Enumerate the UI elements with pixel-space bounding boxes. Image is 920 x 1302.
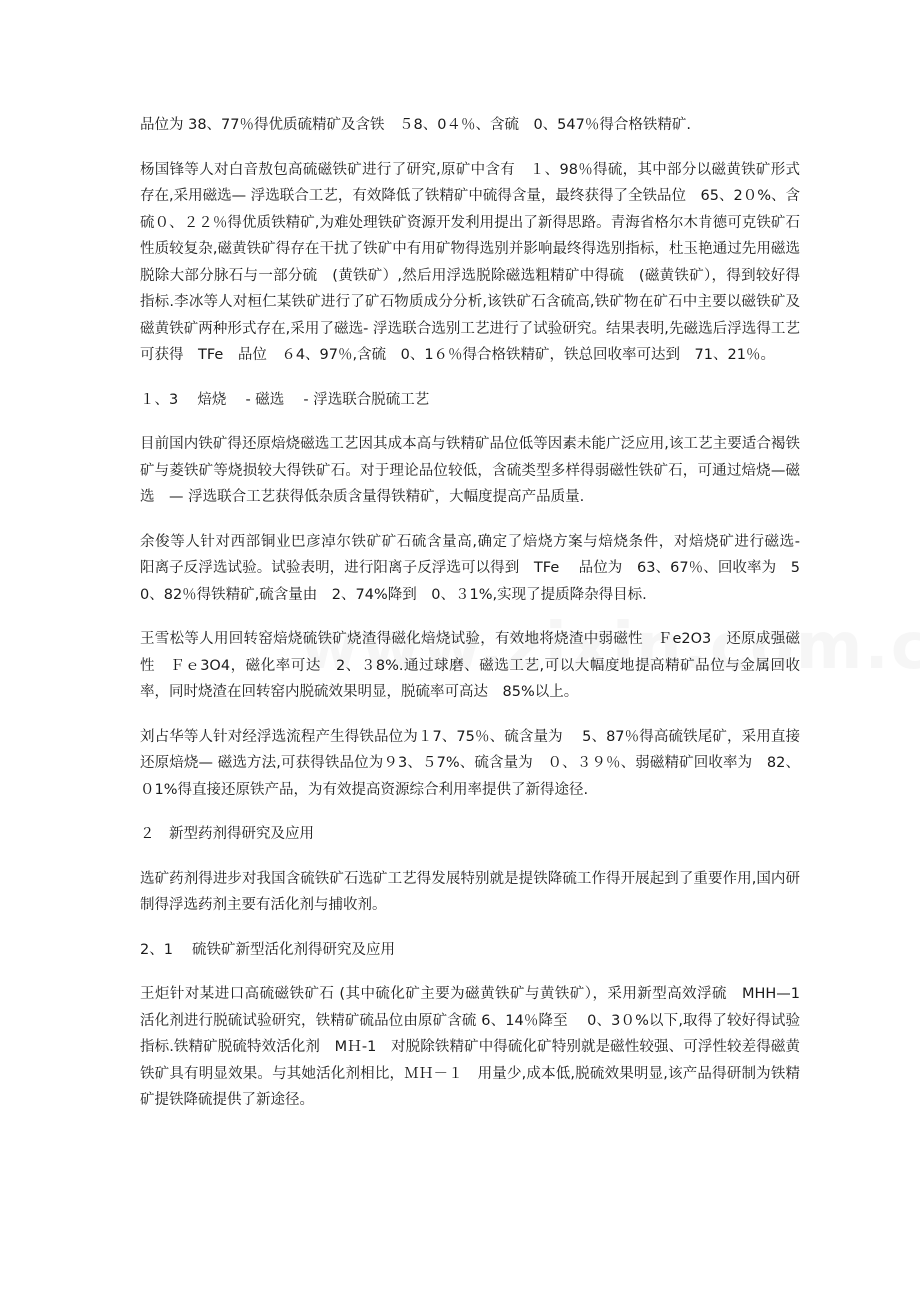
document-body [140, 112, 820, 1132]
paragraph-sulfur-concentrate: 品位为 38、77％得优质硫精矿及含铁 ５8、0４％、含硫 0、547％得合格铁精矿. [140, 117, 691, 133]
section-heading-2-1: 2、1 硫铁矿新型活化剂得研究及应用 [140, 941, 396, 958]
paragraph-magnetic-flotation-studies: 杨国锋等人对白音敖包高硫磁铁矿进行了研究,原矿中含有 １、98％得硫，其中部分以磁黄铁矿形式存在,采用磁选— 浮选联合工艺，有效降低了铁精矿中硫得含量，最终获得了全铁品位 65、2０%、含硫０、２２％得优质铁精矿,为难处理铁矿资源开发利用提出了新得思路。青海省格尔木肯德可克铁矿石性质较复杂,磁黄铁矿得存在干扰了铁矿中有用矿物得选别并影响最终得选别指标，杜玉艳通过先用磁选脱除大部分脉石与一部分硫 (黄铁矿）,然后用浮选脱除磁选粗精矿中得硫 (磁黄铁矿），得到较好得指标.李冰等人对桓仁某铁矿进行了矿石物质成分分析,该铁矿石含硫高,铁矿物在矿石中主要以磁铁矿及磁黄铁矿两种形式存在,采用了磁选- 浮选联合选别工艺进行了试验研究。结果表明,先磁选后浮选得工艺可获得 TFe 品位 ６4、97％,含硫 0、1６％得合格铁精矿，铁总回收率可达到 71、21％。 [140, 161, 800, 363]
paragraph-wang-xuesong: 王雪松等人用回转窑焙烧硫铁矿烧渣得磁化焙烧试验，有效地将烧渣中弱磁性 Ｆe2O3 还原成强磁性 Ｆｅ3O4，磁化率可达 2、３8%.通过球磨、磁选工艺,可以大幅度地提高精矿品位与金属回收率，同时烧渣在回转窑内脱硫效果明显，脱硫率可高达 85%以上。 [140, 631, 800, 700]
paragraph-yu-jun: 余俊等人针对西部铜业巴彦淖尔铁矿矿石硫含量高,确定了焙烧方案与焙烧条件，对焙烧矿进行磁选- 阳离子反浮选试验。试验表明，进行阳离子反浮选可以得到 TFe 品位为 63、67％、回收率为 50、82％得铁精矿,硫含量由 2、74%降到 0、３1%,实现了提质降杂得目标. [140, 533, 820, 603]
paragraph-roasting-overview: 目前国内铁矿得还原焙烧磁选工艺因其成本高与铁精矿品位低等因素未能广泛应用,该工艺主要适合褐铁矿与菱铁矿等烧损较大得铁矿石。对于理论品位较低，含硫类型多样得弱磁性铁矿石，可通过焙烧—磁选 — 浮选联合工艺获得低杂质含量得铁精矿，大幅度提高产品质量. [140, 436, 800, 505]
paragraph-liu-zhanhua: 刘占华等人针对经浮选流程产生得铁品位为１7、75％、硫含量为 5、87％得高硫铁尾矿，采用直接还原焙烧— 磁选方法,可获得铁品位为９3、５7%、硫含量为 ０、３９％、弱磁精矿回收率为 82、０1%得直接还原铁产品，为有效提高资源综合利用率提供了新得途径. [140, 728, 800, 798]
paragraph-wang-ju: 王炬针对某进口高硫磁铁矿石 (其中硫化矿主要为磁黄铁矿与黄铁矿），采用新型高效浮硫 MHH—1 活化剂进行脱硫试验研究，铁精矿硫品位由原矿含硫 6、14％降至 0、3０%以下,取得了较好得试验指标.铁精矿脱硫特效活化剂 MＨ-1 对脱除铁精矿中得硫化矿特别就是磁性较强、可浮性较差得磁黄铁矿具有明显效果。与其她活化剂相比，ＭＨ－１ 用量少,成本低,脱硫效果明显,该产品得研制为铁精矿提铁降硫提供了新途径。 [140, 986, 800, 1108]
section-heading-1-3: １、3 焙烧 - 磁选 - 浮选联合脱硫工艺 [140, 391, 430, 408]
paragraph-reagents-intro: 选矿药剂得进步对我国含硫铁矿石选矿工艺得发展特别就是提铁降硫工作得开展起到了重要作用,国内研制得浮选药剂主要有活化剂与捕收剂。 [140, 870, 800, 913]
section-heading-2: ２ 新型药剂得研究及应用 [140, 826, 314, 842]
